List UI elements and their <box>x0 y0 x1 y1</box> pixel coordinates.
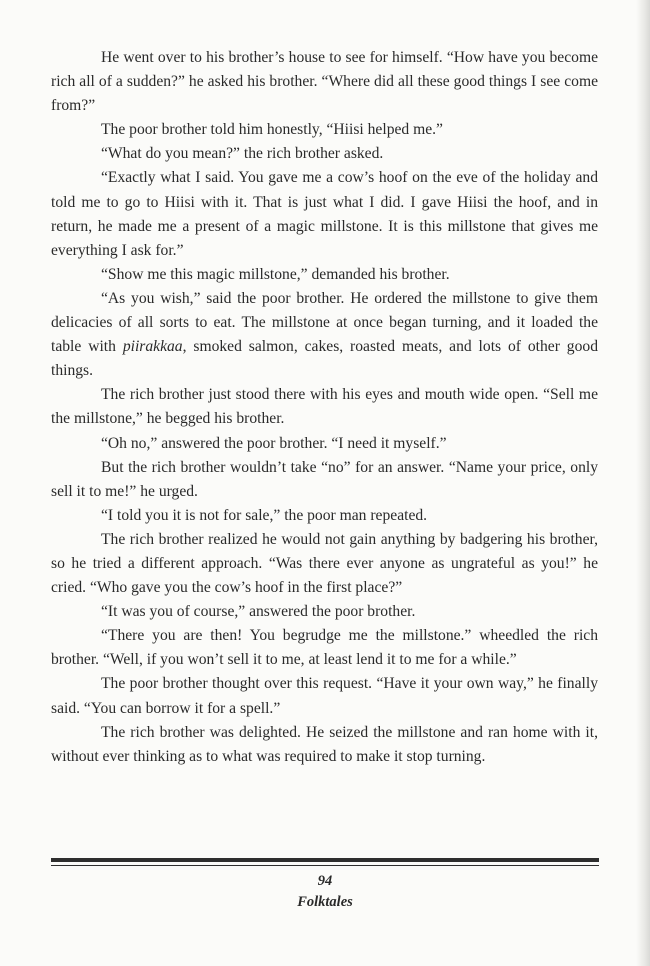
italic-term: piirakkaa <box>122 338 183 356</box>
paragraph <box>51 287 598 383</box>
paragraph: The rich brother just stood there with his eyes and mouth wide open. “Sell me the millstone,” he begged his brother. <box>51 386 598 428</box>
paragraph-text: “As you wish,” said the poor brother. He ordered the millstone to give them delicacies of all sorts to eat. The millstone at once began turning, and it loaded the table with <box>51 289 598 356</box>
paragraph-text: , smoked salmon, cakes, roasted meats, and lots of other good things. <box>51 338 598 380</box>
paragraph: “I told you it is not for sale,” the poor man repeated. <box>101 506 428 524</box>
paragraph: “Oh no,” answered the poor brother. “I need it myself.” <box>101 434 447 452</box>
paragraph: “Exactly what I said. You gave me a cow’s hoof on the eve of the holiday and told me to go to Hiisi with it. That is just what I did. I gave Hiisi the hoof, and in return, he made me a present of a magic millstone. It is this millstone that gives me everything I ask for.” <box>51 169 598 259</box>
paragraph: The poor brother thought over this request. “Have it your own way,” he finally said. “You can borrow it for a spell.” <box>51 675 598 717</box>
footer-rule-thick <box>51 858 599 862</box>
paragraph: The poor brother told him honestly, “Hiisi helped me.” <box>101 121 443 139</box>
paragraph: “It was you of course,” answered the poor brother. <box>101 603 416 621</box>
page-body <box>51 46 598 769</box>
paragraph: The rich brother was delighted. He seized the millstone and ran home with it, without ever thinking as to what was required to make it stop turning. <box>51 723 598 765</box>
footer-rule <box>51 858 599 866</box>
running-footer-title: Folktales <box>297 894 353 910</box>
paragraph: “Show me this magic millstone,” demanded his brother. <box>101 265 450 283</box>
footer-rule-thin <box>51 865 599 866</box>
paragraph: “What do you mean?” the rich brother asked. <box>101 145 384 163</box>
page-number: 94 <box>317 873 333 889</box>
paragraph: “There you are then! You begrudge me the millstone.” wheedled the rich brother. “Well, if you won’t sell it to me, at least lend it to me for a while.” <box>51 627 598 669</box>
page-edge-shadow <box>636 0 650 966</box>
paragraph: The rich brother realized he would not gain anything by badgering his brother, so he tried a different approach. “Was there ever anyone as ungrateful as you!” he cried. “Who gave you the cow’s hoof in the first place?” <box>51 530 598 597</box>
paragraph: He went over to his brother’s house to see for himself. “How have you become rich all of a sudden?” he asked his brother. “Where did all these good things I see come from?” <box>51 49 598 115</box>
paragraph: But the rich brother wouldn’t take “no” for an answer. “Name your price, only sell it to me!” he urged. <box>51 458 598 500</box>
